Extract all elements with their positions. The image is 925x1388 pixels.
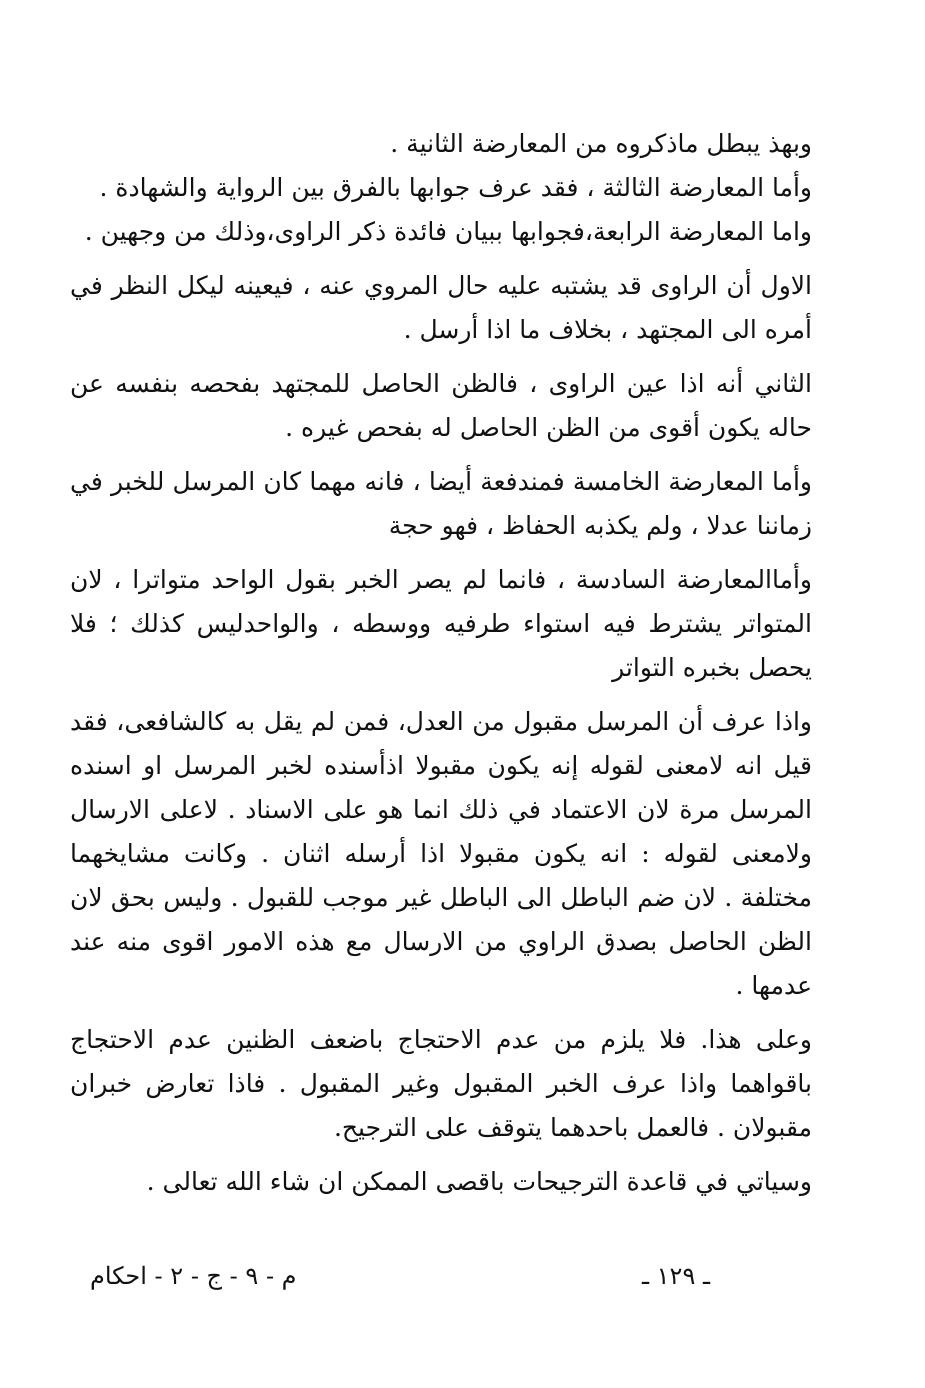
paragraph: وأماالمعارضة السادسة ، فانما لم يصر الخبر بقول الواحد متواترا ، لان المتواتر يشترط فيه استواء طرفيه ووسطه ، والواحدليس كذلك ؛ فلا يحصل بخبره التواتر [70, 565, 812, 682]
paragraph: واما المعارضة الرابعة،فجوابها ببيان فائدة ذكر الراوى،وذلك من وجهين . [84, 217, 812, 246]
page-number: ـ ١٢٩ ـ [641, 1262, 710, 1290]
paragraph: وسياتي في قاعدة الترجيحات باقصى الممكن ان شاء الله تعالى . [146, 1167, 812, 1196]
signature-mark: م - ٩ - ج - ٢ - احكام [90, 1262, 297, 1290]
paragraph: وعلى هذا. فلا يلزم من عدم الاحتجاج باضعف الظنين عدم الاحتجاج باقواهما واذا عرف الخبر المقبول وغير المقبول . فاذا تعارض خبران مقبولان . فالعمل باحدهما يتوقف على الترجيح. [70, 1025, 812, 1142]
paragraph: الثاني أنه اذا عين الراوى ، فالظن الحاصل للمجتهد بفحصه بنفسه عن حاله يكون أقوى من الظن الحاصل له بفحص غيره . [70, 369, 812, 442]
page-footer [90, 1262, 810, 1302]
body-text [70, 122, 812, 1204]
paragraph: واذا عرف أن المرسل مقبول من العدل، فمن لم يقل به كالشافعى، فقد قيل انه لامعنى لقوله إنه يكون مقبولا اذأسنده لخبر المرسل او اسنده المرسل مرة لان الاعتماد في ذلك انما هو على الاسناد . لاعلى الارسال ولامعنى لقوله : انه يكون مقبولا اذا أرسله اثنان . وكانت مشايخهما مختلفة . لان ضم الباطل الى الباطل غير موجب للقبول . وليس بحق لان الظن الحاصل بصدق الراوي من الارسال مع هذه الامور اقوى منه عند عدمها . [70, 707, 812, 1000]
paragraph: وأما المعارضة الخامسة فمندفعة أيضا ، فانه مهما كان المرسل للخبر في زماننا عدلا ، ولم يكذبه الحفاظ ، فهو حجة [70, 467, 812, 540]
paragraph: وبهذ يبطل ماذكروه من المعارضة الثانية . [390, 129, 812, 158]
paragraph: وأما المعارضة الثالثة ، فقد عرف جوابها بالفرق بين الرواية والشهادة . [99, 173, 812, 202]
paragraph: الاول أن الراوى قد يشتبه عليه حال المروي عنه ، فيعينه ليكل النظر في أمره الى المجتهد ، بخلاف ما اذا أرسل . [70, 271, 812, 344]
